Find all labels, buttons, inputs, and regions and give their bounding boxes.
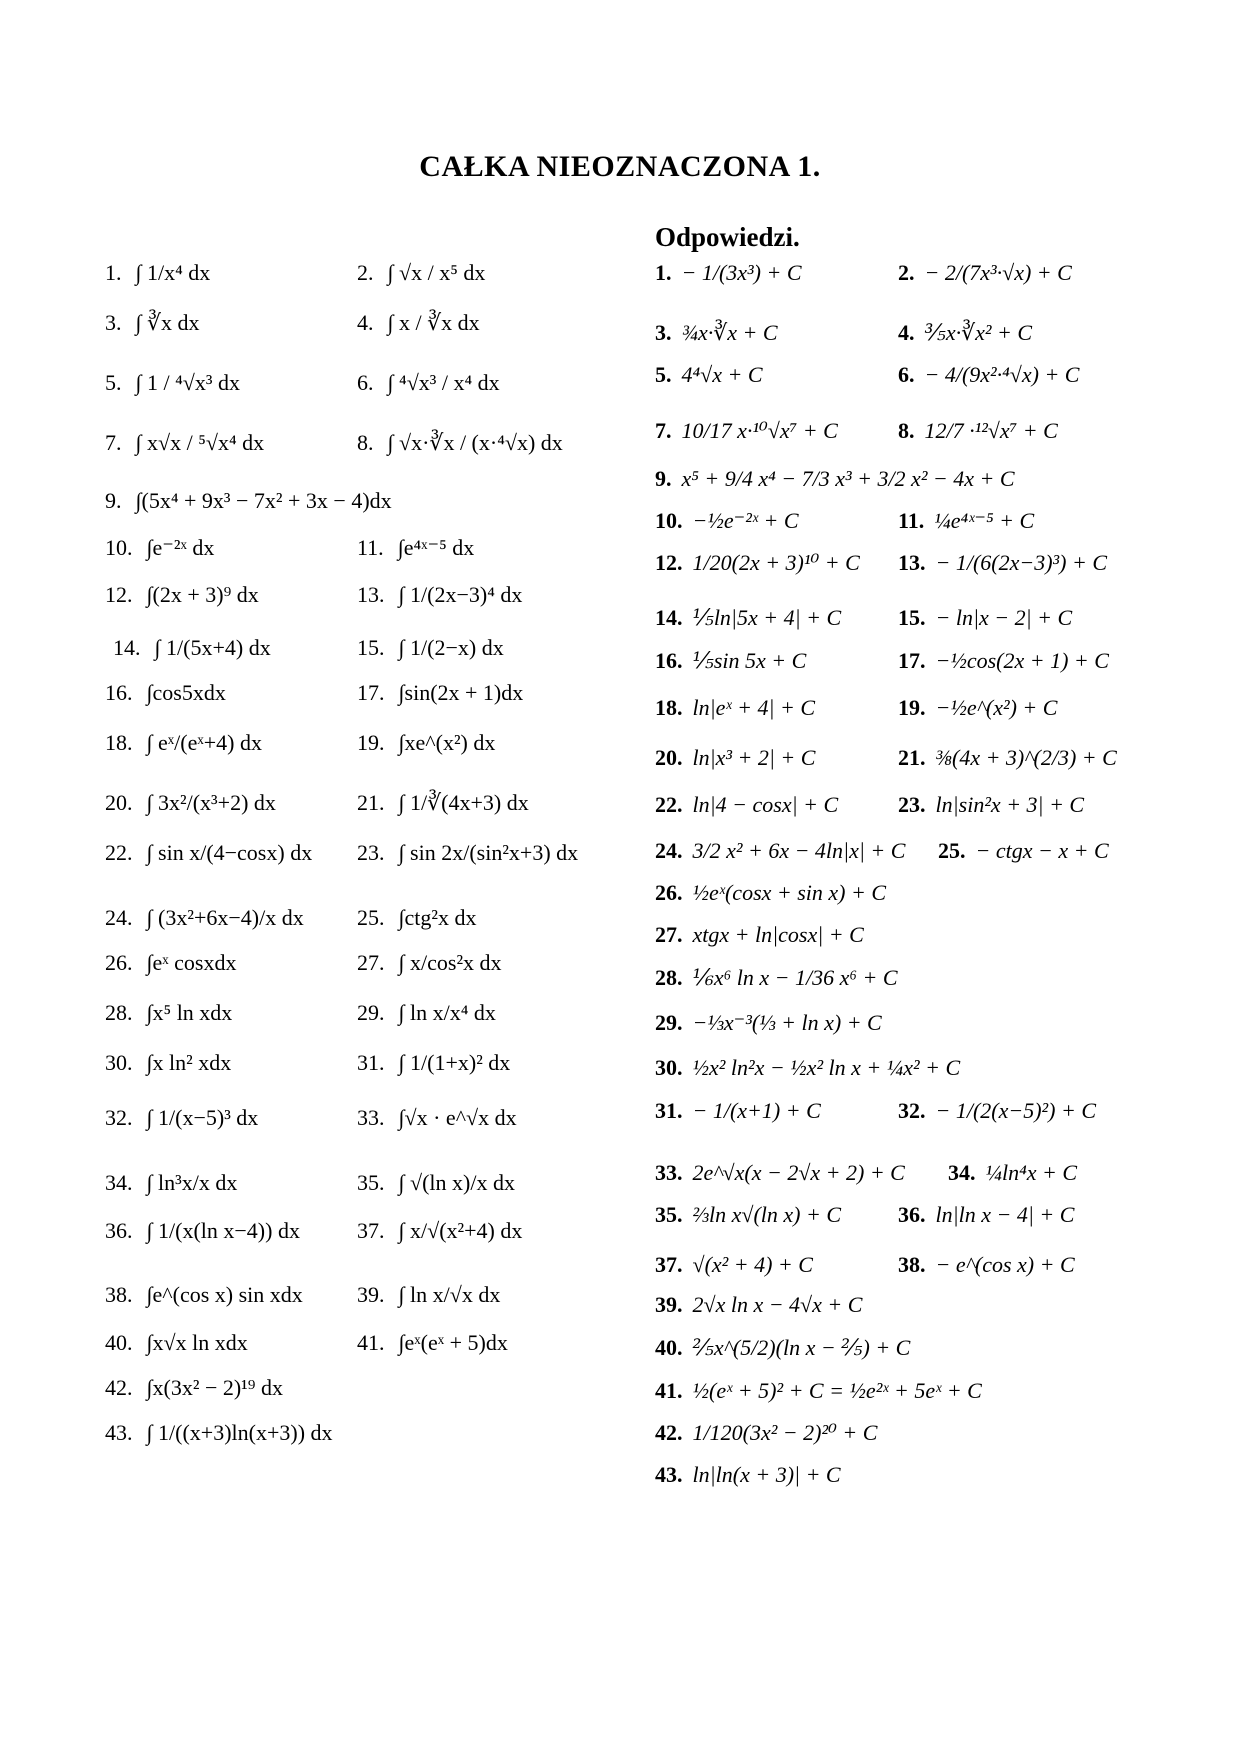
problem-expression: ∫ x/cos²x dx (398, 950, 502, 975)
answer-expression: ¼e⁴ˣ⁻⁵ + C (934, 508, 1035, 533)
answer-expression: − e^(cos x) + C (935, 1252, 1075, 1277)
problem-item (105, 260, 210, 286)
problem-number: 33. (357, 1105, 385, 1130)
problem-item (357, 905, 477, 931)
answer-item (655, 792, 838, 818)
problem-item (105, 1105, 258, 1131)
problem-expression: ∫ctg²x dx (398, 905, 477, 930)
problem-expression: ∫√x · e^√x dx (398, 1105, 517, 1130)
answer-item (898, 550, 1107, 576)
problem-item (105, 1420, 333, 1446)
problem-item (105, 582, 259, 608)
problem-expression: ∫cos5xdx (146, 680, 226, 705)
problem-expression: ∫ x√x / ⁵√x⁴ dx (135, 430, 265, 455)
answer-number: 28. (655, 965, 683, 990)
answer-item (898, 745, 1117, 771)
problem-expression: ∫ 1/(2x−3)⁴ dx (398, 582, 523, 607)
answer-expression: ⅕sin 5x + C (692, 648, 807, 673)
problem-expression: ∫x ln² xdx (146, 1050, 232, 1075)
answer-expression: xtgx + ln|cosx| + C (692, 922, 864, 947)
problem-expression: ∫ 1/(1+x)² dx (398, 1050, 511, 1075)
answer-expression: ⅗x·∛x² + C (924, 320, 1032, 345)
problem-number: 8. (357, 430, 374, 455)
problem-item (105, 370, 240, 396)
answer-item (655, 1202, 841, 1228)
answer-item (655, 1335, 910, 1361)
answer-number: 26. (655, 880, 683, 905)
problem-item (105, 680, 226, 706)
answer-item (898, 320, 1032, 346)
answer-expression: ⅔ln x√(ln x) + C (692, 1202, 841, 1227)
answer-item (898, 695, 1057, 721)
answer-number: 39. (655, 1292, 683, 1317)
problem-number: 13. (357, 582, 385, 607)
answer-item (898, 1252, 1075, 1278)
answer-number: 36. (898, 1202, 926, 1227)
problem-expression: ∫x√x ln xdx (146, 1330, 248, 1355)
answer-item (655, 965, 898, 991)
problem-number: 40. (105, 1330, 133, 1355)
answer-item (898, 362, 1079, 388)
problem-item (105, 1375, 283, 1401)
answer-expression: 3/2 x² + 6x − 4ln|x| + C (692, 838, 906, 863)
answer-number: 16. (655, 648, 683, 673)
problem-item (357, 1000, 496, 1026)
problem-number: 1. (105, 260, 122, 285)
answer-number: 27. (655, 922, 683, 947)
problem-item (357, 260, 485, 286)
answer-item (948, 1160, 1077, 1186)
answer-number: 33. (655, 1160, 683, 1185)
answer-number: 11. (898, 508, 925, 533)
problem-item (105, 950, 236, 976)
answer-expression: − ctgx − x + C (975, 838, 1109, 863)
problem-item (105, 1050, 231, 1076)
problem-number: 37. (357, 1218, 385, 1243)
answer-number: 3. (655, 320, 672, 345)
answer-number: 21. (898, 745, 926, 770)
problem-number: 24. (105, 905, 133, 930)
problem-expression: ∫sin(2x + 1)dx (398, 680, 524, 705)
answer-expression: ½eˣ(cosx + sin x) + C (692, 880, 887, 905)
answer-expression: − 1/(3x³) + C (681, 260, 802, 285)
problem-number: 3. (105, 310, 122, 335)
problem-number: 23. (357, 840, 385, 865)
problem-expression: ∫ 1/x⁴ dx (135, 260, 211, 285)
problem-item (357, 680, 523, 706)
page-title: CAŁKA NIEOZNACZONA 1. (419, 150, 821, 183)
answer-number: 42. (655, 1420, 683, 1445)
problem-expression: ∫ √x·∛x / (x·⁴√x) dx (387, 430, 563, 455)
problem-item (357, 582, 522, 608)
problem-number: 12. (105, 582, 133, 607)
problem-number: 4. (357, 310, 374, 335)
problem-expression: ∫ 1/(x(ln x−4)) dx (146, 1218, 300, 1243)
answer-item (655, 362, 763, 388)
answer-expression: 2e^√x(x − 2√x + 2) + C (692, 1160, 905, 1185)
problem-number: 15. (357, 635, 385, 660)
answer-item (938, 838, 1109, 864)
answer-number: 5. (655, 362, 672, 387)
answer-number: 30. (655, 1055, 683, 1080)
answer-item (655, 1378, 982, 1404)
problem-item (357, 430, 563, 456)
problem-number: 7. (105, 430, 122, 455)
answer-expression: −⅓x⁻³(⅓ + ln x) + C (692, 1010, 882, 1035)
answer-item (898, 1202, 1074, 1228)
answer-item (655, 466, 1015, 492)
problem-expression: ∫eˣ(eˣ + 5)dx (398, 1330, 508, 1355)
problem-number: 2. (357, 260, 374, 285)
problem-item (105, 1170, 237, 1196)
problem-item (357, 790, 529, 816)
problem-number: 41. (357, 1330, 385, 1355)
problem-number: 35. (357, 1170, 385, 1195)
problem-number: 20. (105, 790, 133, 815)
problem-item (105, 535, 214, 561)
problem-item (357, 1330, 508, 1356)
answer-number: 8. (898, 418, 915, 443)
answer-expression: ¼ln⁴x + C (985, 1160, 1078, 1185)
answer-number: 43. (655, 1462, 683, 1487)
problem-expression: ∫ ∛x dx (135, 310, 200, 335)
answer-expression: ⅜(4x + 3)^(2/3) + C (935, 745, 1117, 770)
answer-item (655, 922, 864, 948)
answer-item (898, 418, 1058, 444)
answer-number: 34. (948, 1160, 976, 1185)
answer-item (655, 1010, 882, 1036)
problem-number: 30. (105, 1050, 133, 1075)
answer-expression: ln|ln(x + 3)| + C (692, 1462, 841, 1487)
answers-heading: Odpowiedzi. (655, 222, 800, 252)
answer-item (655, 550, 860, 576)
answer-expression: −½cos(2x + 1) + C (935, 648, 1109, 673)
problem-item (357, 950, 502, 976)
problem-expression: ∫ 3x²/(x³+2) dx (146, 790, 276, 815)
answer-item (655, 1098, 821, 1124)
problem-number: 17. (357, 680, 385, 705)
answer-item (898, 508, 1034, 534)
problem-item (357, 1105, 517, 1131)
answer-number: 13. (898, 550, 926, 575)
answer-expression: √(x² + 4) + C (692, 1252, 813, 1277)
answer-expression: ln|sin²x + 3| + C (935, 792, 1085, 817)
answer-item (655, 418, 838, 444)
answer-expression: ⅕ln|5x + 4| + C (692, 605, 842, 630)
problem-expression: ∫ sin x/(4−cosx) dx (146, 840, 313, 865)
answer-item (655, 695, 815, 721)
answer-number: 40. (655, 1335, 683, 1360)
answer-expression: ¾x·∛x + C (681, 320, 778, 345)
answer-item (655, 1462, 841, 1488)
problem-expression: ∫x(3x² − 2)¹⁹ dx (146, 1375, 283, 1400)
answer-number: 20. (655, 745, 683, 770)
problem-number: 26. (105, 950, 133, 975)
problem-number: 6. (357, 370, 374, 395)
answer-number: 37. (655, 1252, 683, 1277)
answer-number: 18. (655, 695, 683, 720)
answer-item (898, 260, 1072, 286)
answer-number: 12. (655, 550, 683, 575)
answer-expression: ln|4 − cosx| + C (692, 792, 839, 817)
answer-number: 22. (655, 792, 683, 817)
problem-number: 39. (357, 1282, 385, 1307)
answer-number: 19. (898, 695, 926, 720)
problem-item (105, 1000, 232, 1026)
answer-item (655, 1160, 905, 1186)
problem-expression: ∫ 1/(x−5)³ dx (146, 1105, 259, 1130)
answer-expression: ln|eˣ + 4| + C (692, 695, 816, 720)
problem-expression: ∫ 1/((x+3)ln(x+3)) dx (146, 1420, 333, 1445)
answer-item (655, 605, 841, 631)
problem-expression: ∫eˣ cosxdx (146, 950, 237, 975)
problem-number: 34. (105, 1170, 133, 1195)
problem-item (357, 635, 504, 661)
problem-number: 32. (105, 1105, 133, 1130)
problem-item (105, 905, 304, 931)
problem-expression: ∫ eˣ/(eˣ+4) dx (146, 730, 262, 755)
answer-item (655, 880, 886, 906)
problem-number: 36. (105, 1218, 133, 1243)
problem-number: 38. (105, 1282, 133, 1307)
problem-expression: ∫ √(ln x)/x dx (398, 1170, 515, 1195)
answer-number: 1. (655, 260, 672, 285)
problem-expression: ∫e⁻²ˣ dx (146, 535, 215, 560)
problem-item (357, 730, 495, 756)
problem-number: 31. (357, 1050, 385, 1075)
problem-number: 18. (105, 730, 133, 755)
problem-number: 27. (357, 950, 385, 975)
answer-expression: − 1/(2(x−5)²) + C (935, 1098, 1096, 1123)
problem-item (357, 370, 500, 396)
problem-expression: ∫e^(cos x) sin xdx (146, 1282, 303, 1307)
problem-item (105, 840, 312, 866)
problem-item (105, 1282, 303, 1308)
answer-expression: 12/7 ·¹²√x⁷ + C (924, 418, 1058, 443)
problem-number: 16. (105, 680, 133, 705)
answer-expression: − 2/(7x³·√x) + C (924, 260, 1072, 285)
problem-item (105, 790, 276, 816)
answer-expression: ⅖x^(5/2)(ln x − ⅖) + C (692, 1335, 911, 1360)
answer-expression: 1/20(2x + 3)¹⁰ + C (692, 550, 860, 575)
problem-expression: ∫ ln x/√x dx (398, 1282, 501, 1307)
problem-expression: ∫ 1/∛(4x+3) dx (398, 790, 529, 815)
problem-item (105, 1218, 300, 1244)
problem-number: 11. (357, 535, 384, 560)
answer-expression: − 1/(6(2x−3)³) + C (935, 550, 1107, 575)
answer-number: 25. (938, 838, 966, 863)
answer-expression: − 4/(9x²·⁴√x) + C (924, 362, 1080, 387)
problem-number: 5. (105, 370, 122, 395)
answer-item (655, 1292, 862, 1318)
problem-number: 29. (357, 1000, 385, 1025)
problem-item (105, 310, 200, 336)
answer-item (898, 605, 1072, 631)
answer-number: 35. (655, 1202, 683, 1227)
answer-number: 24. (655, 838, 683, 863)
problem-number: 10. (105, 535, 133, 560)
problem-expression: ∫ sin 2x/(sin²x+3) dx (398, 840, 579, 865)
answer-expression: ln|ln x − 4| + C (935, 1202, 1075, 1227)
problem-item (357, 1218, 522, 1244)
problem-item (105, 730, 262, 756)
answer-expression: 4⁴√x + C (681, 362, 763, 387)
problem-item (357, 535, 474, 561)
problem-number: 19. (357, 730, 385, 755)
answer-expression: ½x² ln²x − ½x² ln x + ¼x² + C (692, 1055, 961, 1080)
problem-expression: ∫ ⁴√x³ / x⁴ dx (387, 370, 500, 395)
answer-expression: − 1/(x+1) + C (692, 1098, 821, 1123)
problem-expression: ∫ ln³x/x dx (146, 1170, 238, 1195)
problem-expression: ∫ ln x/x⁴ dx (398, 1000, 496, 1025)
answer-number: 17. (898, 648, 926, 673)
problem-item (357, 1170, 515, 1196)
answer-number: 31. (655, 1098, 683, 1123)
answer-item (655, 320, 778, 346)
answer-expression: − ln|x − 2| + C (935, 605, 1073, 630)
answer-number: 9. (655, 466, 672, 491)
problem-item (105, 1330, 248, 1356)
answer-expression: ½(eˣ + 5)² + C = ½e²ˣ + 5eˣ + C (692, 1378, 982, 1403)
answer-item (655, 508, 799, 534)
problem-number: 21. (357, 790, 385, 815)
answer-item (655, 1252, 813, 1278)
answer-item (655, 1055, 960, 1081)
problem-item (357, 840, 578, 866)
problem-expression: ∫x⁵ ln xdx (146, 1000, 233, 1025)
answer-expression: x⁵ + 9/4 x⁴ − 7/3 x³ + 3/2 x² − 4x + C (681, 466, 1015, 491)
answer-number: 15. (898, 605, 926, 630)
answer-number: 10. (655, 508, 683, 533)
answer-item (898, 792, 1084, 818)
problem-expression: ∫ 1 / ⁴√x³ dx (135, 370, 240, 395)
answer-number: 38. (898, 1252, 926, 1277)
problem-number: 25. (357, 905, 385, 930)
problem-expression: ∫ 1/(2−x) dx (398, 635, 504, 660)
problem-expression: ∫ √x / x⁵ dx (387, 260, 486, 285)
answer-item (655, 838, 905, 864)
answer-number: 4. (898, 320, 915, 345)
answer-expression: ln|x³ + 2| + C (692, 745, 816, 770)
answer-expression: 1/120(3x² − 2)²⁰ + C (692, 1420, 878, 1445)
problem-number: 28. (105, 1000, 133, 1025)
answer-expression: −½e⁻²ˣ + C (692, 508, 799, 533)
answer-item (655, 1420, 877, 1446)
answer-number: 29. (655, 1010, 683, 1035)
answer-expression: 10/17 x·¹⁰√x⁷ + C (681, 418, 838, 443)
answer-item (898, 1098, 1096, 1124)
problem-number: 22. (105, 840, 133, 865)
problem-number: 43. (105, 1420, 133, 1445)
answer-item (655, 745, 815, 771)
problem-expression: ∫ (3x²+6x−4)/x dx (146, 905, 304, 930)
answer-number: 2. (898, 260, 915, 285)
answer-number: 7. (655, 418, 672, 443)
answer-item (655, 648, 806, 674)
problem-item (113, 635, 271, 661)
problem-item (357, 1050, 510, 1076)
problem-number: 9. (105, 488, 122, 513)
problem-item (105, 430, 264, 456)
problem-item (357, 1282, 500, 1308)
problem-expression: ∫(5x⁴ + 9x³ − 7x² + 3x − 4)dx (135, 488, 392, 513)
answer-expression: −½e^(x²) + C (935, 695, 1058, 720)
problem-item (105, 488, 392, 514)
problem-expression: ∫ x / ∛x dx (387, 310, 480, 335)
answer-number: 23. (898, 792, 926, 817)
answer-number: 14. (655, 605, 683, 630)
problem-expression: ∫(2x + 3)⁹ dx (146, 582, 259, 607)
answer-expression: 2√x ln x − 4√x + C (692, 1292, 863, 1317)
answer-expression: ⅙x⁶ ln x − 1/36 x⁶ + C (692, 965, 898, 990)
problem-expression: ∫e⁴ˣ⁻⁵ dx (397, 535, 475, 560)
problem-number: 14. (113, 635, 141, 660)
problem-expression: ∫ 1/(5x+4) dx (154, 635, 271, 660)
answer-number: 32. (898, 1098, 926, 1123)
answer-item (655, 260, 802, 286)
answer-item (898, 648, 1109, 674)
answer-number: 6. (898, 362, 915, 387)
problem-item (357, 310, 480, 336)
problem-number: 42. (105, 1375, 133, 1400)
answer-number: 41. (655, 1378, 683, 1403)
problem-expression: ∫xe^(x²) dx (398, 730, 496, 755)
problem-expression: ∫ x/√(x²+4) dx (398, 1218, 523, 1243)
